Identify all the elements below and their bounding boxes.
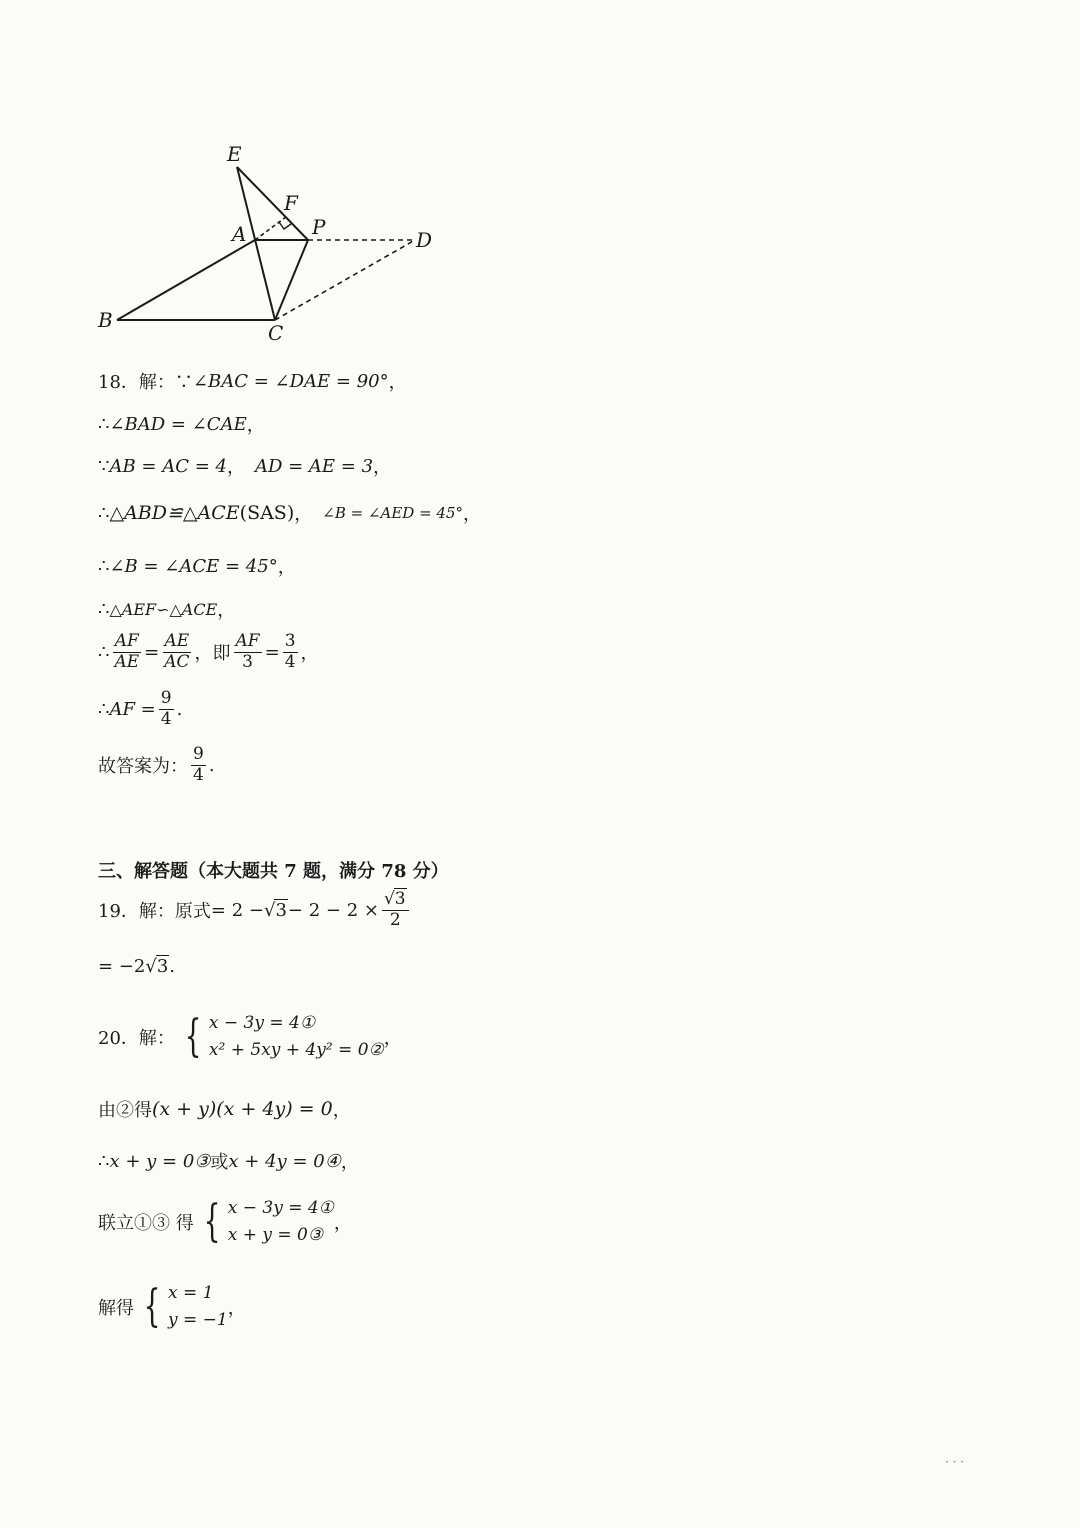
equation-row: x + y = 0③ bbox=[227, 1225, 324, 1246]
q19-line-1 bbox=[98, 890, 412, 930]
punct: ， bbox=[226, 457, 245, 478]
text: 解得 bbox=[98, 1298, 134, 1320]
q18-line-4 bbox=[98, 500, 481, 526]
right-angle-mark bbox=[279, 222, 291, 229]
math-expr: = −2 bbox=[98, 956, 146, 977]
sqrt: √3 bbox=[145, 956, 169, 977]
therefore-symbol: ∴ bbox=[98, 413, 110, 435]
punct: ， bbox=[227, 1298, 246, 1320]
math-expr: x + y = 0③ bbox=[109, 1150, 211, 1172]
punct: ， bbox=[217, 600, 236, 621]
fraction: $\frac{3}{4}$ bbox=[284, 631, 296, 672]
math-expr: ∠B = ∠ACE = 45° bbox=[109, 555, 278, 577]
math-expr: (x + y)(x + 4y) = 0 bbox=[152, 1098, 333, 1120]
label-B: B bbox=[98, 308, 113, 332]
q20-line-3 bbox=[98, 1148, 359, 1174]
math-expr: − 2 − 2 × bbox=[287, 899, 379, 921]
fraction: $\frac{√3}{2}$ bbox=[382, 890, 409, 930]
q19-label: 19．解：原式 bbox=[98, 901, 211, 923]
because-symbol: ∵ bbox=[98, 455, 110, 477]
punct: ， bbox=[300, 643, 319, 665]
brace-icon: { bbox=[203, 1196, 221, 1248]
text: 由②得 bbox=[98, 1100, 152, 1121]
q18-line-2 bbox=[98, 411, 265, 437]
therefore-symbol: ∴ bbox=[98, 698, 110, 720]
math-expr: △ABD≌△ACE bbox=[109, 502, 240, 524]
fraction: $\frac{9}{4}$ bbox=[193, 744, 204, 785]
punct: ， bbox=[388, 372, 407, 393]
fraction: $\frac{9}{4}$ bbox=[160, 688, 172, 729]
q19-line-2 bbox=[98, 956, 175, 977]
equation-system bbox=[179, 1010, 384, 1064]
segment-PC bbox=[275, 240, 308, 320]
q20-line-5 bbox=[98, 1280, 246, 1334]
therefore-symbol: ∴ bbox=[98, 555, 110, 577]
equals: = bbox=[144, 641, 160, 663]
text: 或 bbox=[210, 1152, 229, 1173]
punct: ， bbox=[373, 457, 392, 478]
equation-row: x = 1 bbox=[168, 1283, 214, 1303]
brace-icon: { bbox=[184, 1011, 202, 1063]
therefore-symbol: ∴ bbox=[98, 502, 110, 524]
label-E: E bbox=[227, 142, 242, 166]
punct: ， bbox=[277, 557, 296, 578]
q20-label: 20．解： bbox=[98, 1028, 175, 1050]
equation-row: x − 3y = 4① bbox=[208, 1013, 316, 1033]
sqrt: √3 bbox=[263, 899, 287, 921]
q18-line-1 bbox=[98, 368, 407, 394]
q18-line-7 bbox=[98, 632, 319, 672]
text: ，即 bbox=[194, 643, 231, 665]
q20-line-1 bbox=[98, 1010, 402, 1064]
equation-row: y = −1 bbox=[168, 1310, 228, 1331]
footer-mark: · · · bbox=[945, 1455, 965, 1469]
label-P: P bbox=[312, 215, 326, 239]
punct: ， bbox=[333, 1213, 352, 1235]
fraction: $\frac{AE}{AC}$ bbox=[164, 631, 190, 672]
label-F: F bbox=[284, 191, 298, 215]
punct: . bbox=[208, 754, 215, 776]
punct: . bbox=[169, 956, 176, 977]
q18-line-5 bbox=[98, 553, 296, 579]
math-expr: ∠BAC = ∠DAE = 90° bbox=[192, 370, 389, 392]
therefore-symbol: ∴ bbox=[98, 641, 110, 663]
segment-CD bbox=[275, 240, 415, 320]
segment-AF bbox=[255, 217, 286, 240]
q20-line-2 bbox=[98, 1096, 351, 1122]
answer-label: 故答案为： bbox=[98, 756, 188, 778]
therefore-symbol: ∴ bbox=[98, 598, 110, 620]
equation-system bbox=[138, 1280, 228, 1334]
text: 联立①③ 得 bbox=[98, 1213, 194, 1235]
math-expr: x + 4y = 0④ bbox=[228, 1150, 341, 1172]
math-expr: AF = bbox=[109, 698, 156, 720]
q18-line-3 bbox=[98, 453, 391, 479]
punct: . bbox=[176, 698, 183, 720]
brace-icon: { bbox=[143, 1281, 161, 1333]
punct: ， bbox=[340, 1152, 359, 1173]
equation-row: x² + 5xy + 4y² = 0② bbox=[208, 1040, 384, 1061]
fraction: $\frac{AF}{AE}$ bbox=[114, 631, 140, 672]
q18-answer bbox=[98, 745, 215, 785]
math-expr: AB = AC = 4 bbox=[109, 455, 227, 477]
q18-line-8 bbox=[98, 689, 182, 729]
math-expr: (SAS) bbox=[239, 502, 295, 524]
therefore-symbol: ∴ bbox=[98, 1150, 110, 1172]
math-expr: △AEF∽△ACE bbox=[109, 599, 218, 619]
punct: ， bbox=[332, 1100, 351, 1121]
math-expr: AD = AE = 3 bbox=[254, 455, 374, 477]
geometry-figure bbox=[90, 135, 550, 355]
q18-label: 18．解：∵ bbox=[98, 372, 193, 393]
q18-line-6 bbox=[98, 596, 235, 622]
math-expr: ∠BAD = ∠CAE bbox=[109, 413, 247, 435]
punct: ， bbox=[246, 415, 265, 436]
fraction: $\frac{AF}{3}$ bbox=[235, 631, 260, 672]
equation-row: x − 3y = 4① bbox=[227, 1198, 334, 1218]
equation-system bbox=[198, 1195, 334, 1249]
punct: ， bbox=[383, 1028, 402, 1050]
q20-line-4 bbox=[98, 1195, 352, 1249]
math-expr: ∠B = ∠AED = 45° bbox=[322, 504, 464, 522]
equals: = bbox=[264, 641, 280, 663]
punct: ， bbox=[294, 504, 313, 525]
punct: ， bbox=[463, 504, 482, 525]
label-A: A bbox=[232, 222, 247, 246]
math-expr: = 2 − bbox=[210, 899, 264, 921]
segment-BA bbox=[117, 240, 255, 320]
label-D: D bbox=[416, 228, 433, 252]
section-heading: 三、解答题（本大题共 7 题，满分 78 分） bbox=[98, 861, 449, 882]
label-C: C bbox=[268, 321, 284, 345]
